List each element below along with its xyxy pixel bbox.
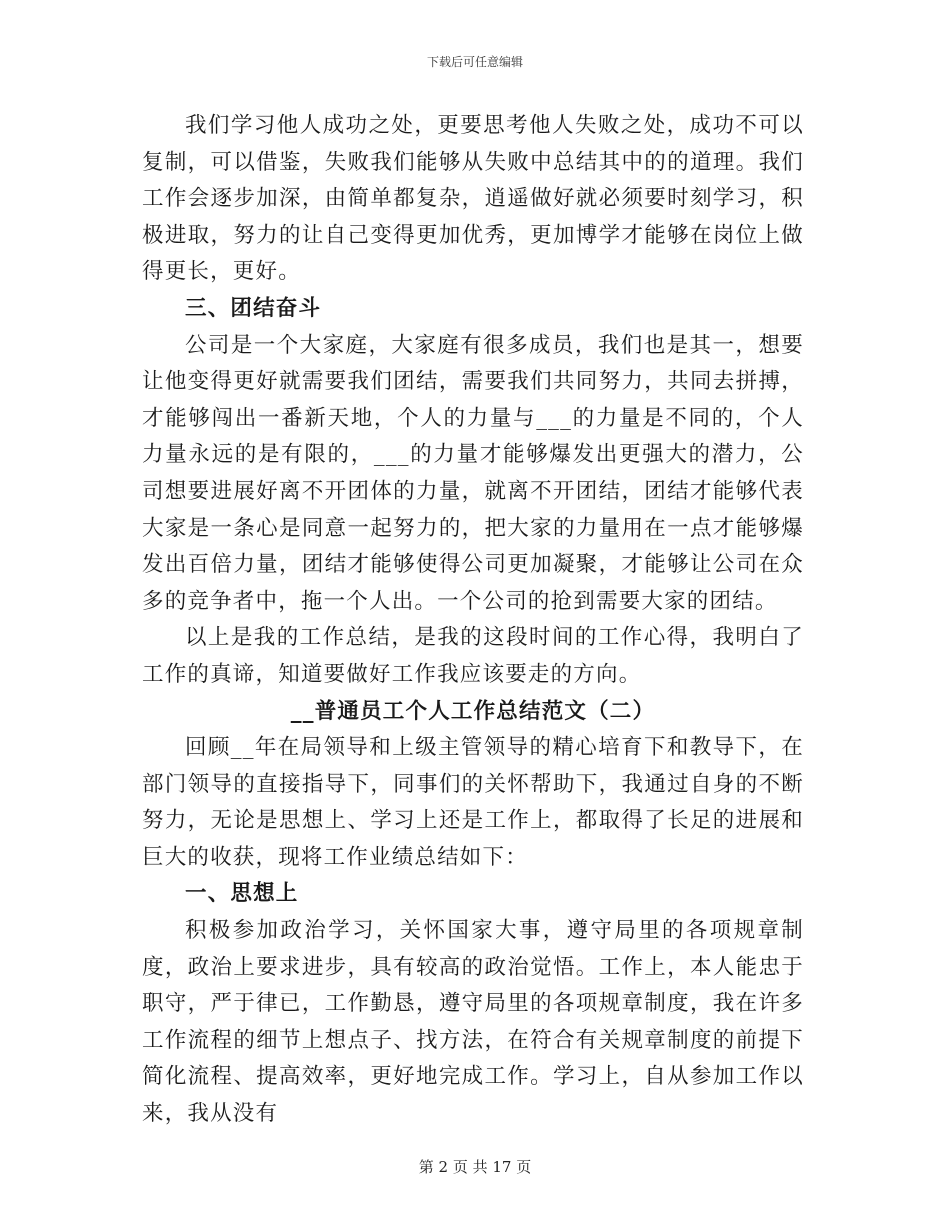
paragraph-learning: 我们学习他人成功之处，更要思考他人失败之处，成功不可以复制，可以借鉴，失败我们能够从失败中总结其中的的道理。我们工作会逐步加深，由简单都复杂，逍遥做好就必须要时刻学习，积极进取，努力的让自己变得更加优秀，更加博学才能够在岗位上做得更长，更好。 (142, 113, 804, 285)
section-heading-unity: 三、团结奋斗 (185, 295, 322, 321)
paragraph-unity: 公司是一个大家庭，大家庭有很多成员，我们也是其一，想要让他变得更好就需要我们团结，需要我们共同努力，共同去拼搏，才能够闯出一番新天地，个人的力量与___的力量是不同的，个人力量永远的是有限的，___的力量才能够爆发出更强大的潜力，公司想要进展好离不开团体的力量，就离不开团结，团结才能够代表大家是一条心是同意一起努力的，把大家的力量用在一点才能够爆发出百倍力量，团结才能够使得公司更加凝聚，才能够让公司在众多的竞争者中，拖一个人出。一个公司的抢到需要大家的团结。 (142, 332, 804, 614)
page-header: 下载后可任意编辑 (426, 55, 523, 69)
document-title-part-two: __普通员工个人工作总结范文（二） (290, 698, 656, 724)
paragraph-thought: 积极参加政治学习，关怀国家大事，遵守局里的各项规章制度，政治上要求进步，具有较高的政治觉悟。工作上，本人能忠于职守，严于律已，工作勤恳，遵守局里的各项规章制度，我在许多工作流程的细节上想点子、找方法，在符合有关规章制度的前提下简化流程、提高效率，更好地完成工作。学习上，自从参加工作以来，我从没有 (142, 918, 804, 1127)
paragraph-conclusion: 以上是我的工作总结，是我的这段时间的工作心得，我明白了工作的真谛，知道要做好工作我应该要走的方向。 (142, 625, 804, 687)
section-heading-thought: 一、思想上 (185, 881, 299, 907)
page-footer: 第 2 页 共 17 页 (418, 1158, 532, 1176)
document-body (142, 108, 804, 1133)
paragraph-review: 回顾__年在局领导和上级主管领导的精心培育下和教导下，在部门领导的直接指导下，同事们的关怀帮助下，我通过自身的不断努力，无论是思想上、学习上还是工作上，都取得了长足的进展和巨大的收获，现将工作业绩总结如下： (142, 735, 804, 870)
